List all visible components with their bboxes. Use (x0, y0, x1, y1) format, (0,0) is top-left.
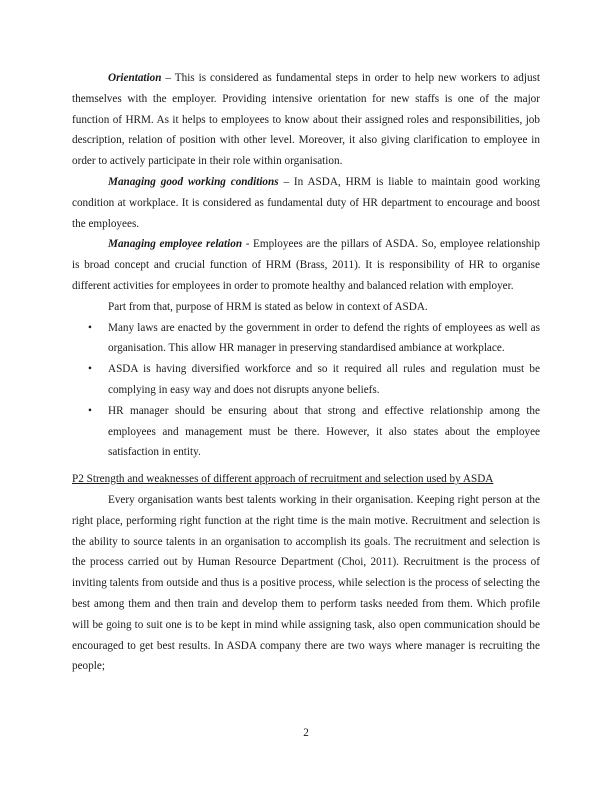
paragraph-employee-relation (72, 234, 540, 296)
text-working-conditions: – In ASDA, HRM is liable to maintain good working condition at workplace. It is considered as fundamental duty of HR department to encourage and boost the employees. (72, 175, 540, 230)
paragraph-orientation (72, 68, 540, 172)
bullet-icon: • (88, 404, 92, 417)
page-number: 2 (303, 727, 309, 739)
term-working-conditions: Managing good working conditions (108, 175, 279, 188)
bullet-icon: • (88, 321, 92, 334)
list-item (72, 359, 540, 401)
list-item (72, 401, 540, 463)
bullet-list (72, 318, 540, 464)
bullet-icon: • (88, 363, 92, 376)
paragraph-section-body: Every organisation wants best talents working in their organisation. Keeping right person at the right place, performing right function at the right time is the main motive. Recruitment and selection is the ability to source talents in an organisation to accomplish its goals. The recruitment and selection is the process carried out by Human Resource Department (Choi, 2011). Recruitment is the process of inviting talents from outside and thus is a positive process, while selection is the process of selecting the best among them and then train and develop them to perform tasks needed from them. Which profile will be going to suit one is to be kept in mind while assigning task, also open communication should be encouraged to get best results. In ASDA company there are two ways where manager is recruiting the people; (72, 493, 540, 673)
text-orientation: – This is considered as fundamental steps in order to help new workers to adjust themselves with the employer. Providing intensive orientation for new staffs is one of the major function of HRM. As it helps to employees to know about their assigned roles and responsibilities, job description, relation of position with other level. Moreover, it also giving clarification to employee in order to actively participate in their role within organisation. (72, 72, 540, 168)
paragraph-working-conditions (72, 172, 540, 234)
bullet-text: HR manager should be ensuring about that strong and effective relationship among the employees and management must be there. However, it also states about the employee satisfaction in entity. (108, 404, 540, 459)
bullet-text: ASDA is having diversified workforce and so it required all rules and regulation must be complying in easy way and does not disrupts anyone beliefs. (108, 363, 540, 396)
section-heading: P2 Strength and weaknesses of different approach of recruitment and selection used by ASDA (72, 473, 494, 486)
term-employee-relation: Managing employee relation (108, 238, 243, 251)
document-page (72, 68, 540, 677)
list-item (72, 318, 540, 360)
paragraph-purpose-intro: Part from that, purpose of HRM is stated as below in context of ASDA. (108, 300, 428, 313)
bullet-text: Many laws are enacted by the government in order to defend the rights of employees as well as organisation. This allow HR manager in preserving standardised ambiance at workplace. (108, 321, 540, 355)
term-orientation: Orientation (108, 72, 162, 84)
text-employee-relation: - Employees are the pillars of ASDA. So, employee relationship is broad concept and crucial function of HRM (Brass, 2011). It is responsibility of HR to organise different activities for employees in order to promote healthy and balanced relation with employer. (72, 238, 540, 292)
